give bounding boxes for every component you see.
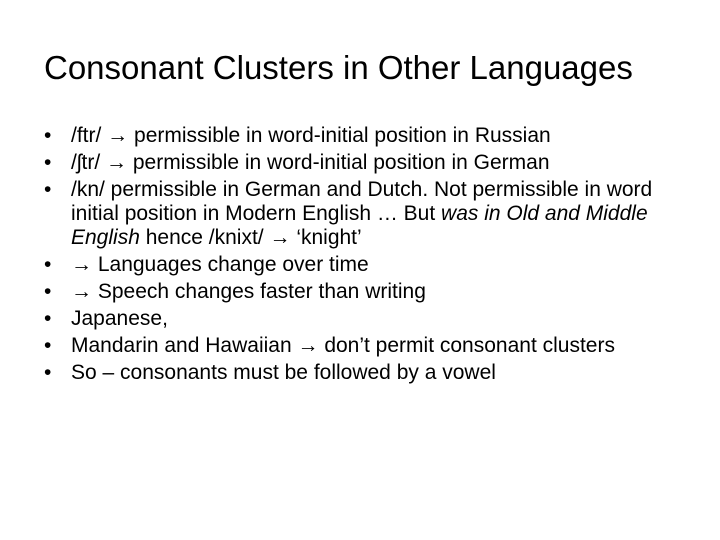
arrow-right-icon: → xyxy=(71,280,92,303)
bullet-kn-cluster xyxy=(44,178,694,250)
bullet-text: Japanese, xyxy=(71,307,168,330)
bullet-speech-changes xyxy=(44,280,694,304)
bullet-languages-change xyxy=(44,253,694,277)
bullet-mandarin-hawaiian xyxy=(44,334,694,358)
bullet-dot: • xyxy=(44,151,52,174)
bullet-text: /kn/ permissible in German and Dutch. Not permissible in word initial position in Modern English … But xyxy=(71,178,653,225)
bullet-text: /ftr/ xyxy=(71,124,108,147)
arrow-right-icon: → xyxy=(269,226,291,249)
bullet-japanese xyxy=(44,307,694,331)
arrow-right-icon: → xyxy=(71,253,92,276)
arrow-right-icon: → xyxy=(297,334,319,357)
bullet-arrow-text: ‘knight’ xyxy=(296,226,362,249)
slide-title: Consonant Clusters in Other Languages xyxy=(44,49,633,86)
bullet-consonants-vowel xyxy=(44,361,694,385)
bullet-dot: • xyxy=(44,124,52,147)
bullet-dot: • xyxy=(44,361,52,384)
bullet-german-shtr xyxy=(44,151,694,175)
bullet-dot: • xyxy=(44,178,52,201)
arrow-right-icon: → xyxy=(106,151,127,174)
bullet-arrow-text: Speech changes faster than writing xyxy=(97,280,426,303)
bullet-text: Mandarin and Hawaiian xyxy=(71,334,298,357)
bullet-arrow-text: permissible in word-initial position in Russian xyxy=(134,124,551,147)
bullet-arrow-text: permissible in word-initial position in German xyxy=(132,151,550,174)
bullet-dot: • xyxy=(44,307,52,330)
bullet-dot: • xyxy=(44,253,52,276)
bullet-arrow-text: don’t permit consonant clusters xyxy=(324,334,615,357)
bullet-russian-ftr xyxy=(44,124,694,148)
bullet-text: So – consonants must be followed by a vowel xyxy=(71,361,496,384)
arrow-right-icon: → xyxy=(107,124,129,147)
bullet-italic-text: was in Old and Middle English xyxy=(71,202,648,249)
bullet-dot: • xyxy=(44,280,52,303)
bullet-text: /ʃtr/ xyxy=(71,151,106,174)
bullet-text-continued: hence /knixt/ xyxy=(139,226,270,249)
bullet-arrow-text: Languages change over time xyxy=(97,253,369,276)
bullet-list xyxy=(44,124,694,388)
bullet-dot: • xyxy=(44,334,52,357)
